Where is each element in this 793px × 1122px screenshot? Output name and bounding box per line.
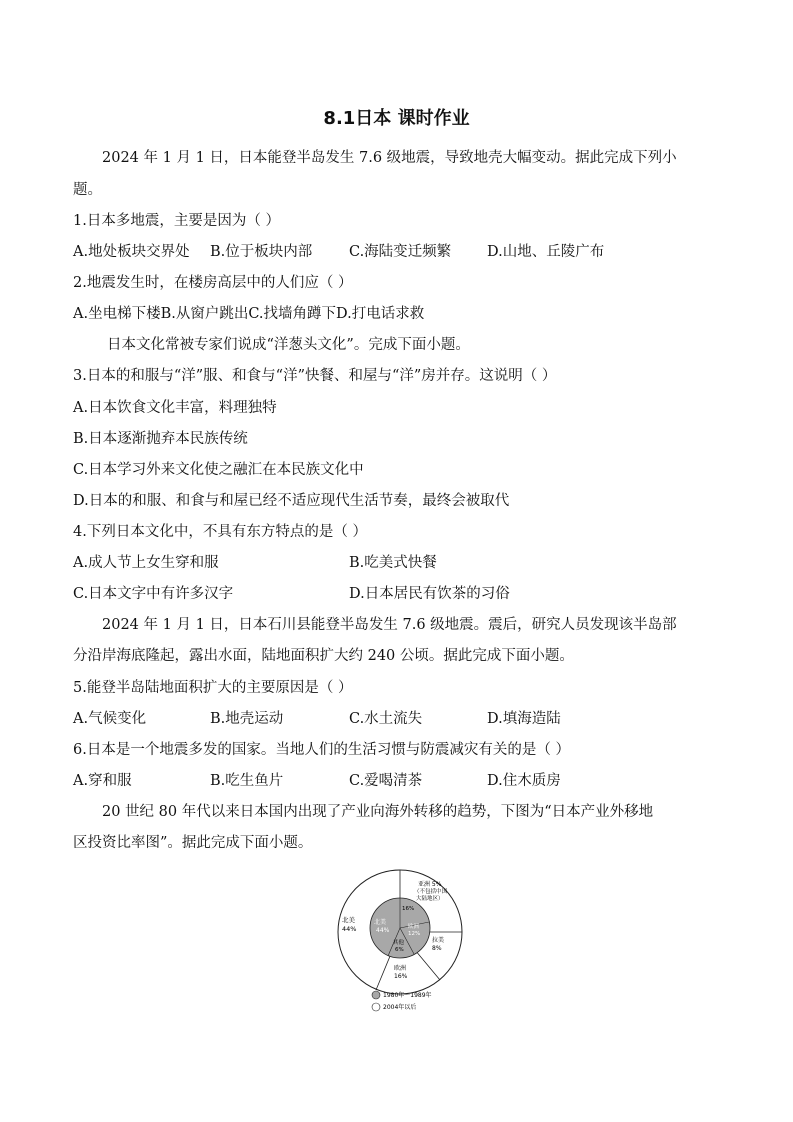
label-latin: 拉美: [432, 937, 445, 944]
inner-label-eu: 欧洲: [408, 924, 420, 930]
label-europe: 欧洲: [394, 965, 407, 972]
question-3-stem: 3.日本的和服与“洋”服、和食与“洋”快餐、和屋与“洋”房并存。这说明（ ）: [73, 368, 557, 384]
intro-3-line-2: 分沿岸海底隆起，露出水面，陆地面积扩大约 240 公顷。据此完成下面小题。: [73, 648, 574, 664]
inner-label-na-pct: 44%: [376, 927, 390, 934]
label-asia-note-1: （不包括中国: [414, 889, 448, 895]
inner-label-asia-pct: 16%: [402, 906, 415, 912]
q5-option-b[interactable]: B.地壳运动: [210, 711, 284, 727]
q4-option-d[interactable]: D.日本居民有饮茶的习俗: [349, 586, 510, 602]
label-asia: 亚洲 5%: [418, 881, 442, 888]
question-5-stem: 5.能登半岛陆地面积扩大的主要原因是（ ）: [73, 680, 353, 696]
q3-option-c[interactable]: C.日本学习外来文化使之融汇在本民族文化中: [73, 462, 364, 478]
q4-option-a[interactable]: A.成人节上女生穿和服: [73, 555, 219, 571]
legend-label-1980s: 1980年～1989年: [383, 992, 432, 999]
inner-label-other-pct: 6%: [395, 947, 404, 953]
intro-4-line-1: 20 世纪 80 年代以来日本国内出现了产业向海外转移的趋势，下图为“日本产业外移地: [102, 804, 654, 820]
page-title: 8.1日本 课时作业: [323, 108, 470, 129]
intro-1-line-2: 题。: [73, 182, 102, 198]
q5-option-a[interactable]: A.气候变化: [73, 711, 147, 727]
label-europe-pct: 16%: [394, 973, 408, 980]
label-latin-pct: 8%: [432, 945, 442, 952]
question-1-stem: 1.日本多地震，主要是因为（ ）: [73, 213, 280, 229]
q1-option-b[interactable]: B.位于板块内部: [210, 244, 313, 260]
intro-2: 日本文化常被专家们说成“洋葱头文化”。完成下面小题。: [107, 337, 470, 353]
q1-option-a[interactable]: A.地处板块交界处: [73, 244, 190, 260]
label-asia-note-2: 大陆地区）: [416, 896, 444, 902]
q2-options[interactable]: A.坐电梯下楼B.从窗户跳出C.找墙角蹲下D.打电话求救: [73, 306, 425, 322]
q4-option-c[interactable]: C.日本文字中有许多汉字: [73, 586, 234, 602]
q4-option-b[interactable]: B.吃美式快餐: [349, 555, 437, 571]
q5-option-c[interactable]: C.水土流失: [349, 711, 423, 727]
q5-option-d[interactable]: D.填海造陆: [487, 711, 561, 727]
q3-option-a[interactable]: A.日本饮食文化丰富，料理独特: [73, 400, 277, 416]
legend-label-2004: 2004年以后: [383, 1004, 417, 1011]
inner-label-other: 其他: [393, 940, 405, 946]
q6-option-d[interactable]: D.住木质房: [487, 773, 561, 789]
q6-option-c[interactable]: C.爱喝清茶: [349, 773, 423, 789]
q1-option-c[interactable]: C.海陆变迁频繁: [349, 244, 452, 260]
intro-1-line-1: 2024 年 1 月 1 日，日本能登半岛发生 7.6 级地震，导致地壳大幅变动。据此完成下列小: [102, 150, 677, 166]
intro-4-line-2: 区投资比率图”。据此完成下面小题。: [73, 835, 313, 851]
q6-option-a[interactable]: A.穿和服: [73, 773, 132, 789]
q6-option-b[interactable]: B.吃生鱼片: [210, 773, 284, 789]
question-2-stem: 2.地震发生时，在楼房高层中的人们应（ ）: [73, 275, 353, 291]
investment-ratio-figure: [330, 862, 470, 1022]
question-6-stem: 6.日本是一个地震多发的国家。当地人们的生活习惯与防震减灾有关的是（ ）: [73, 742, 570, 758]
legend-swatch-1980s: [372, 991, 380, 999]
inner-label-na: 北美: [374, 919, 387, 926]
legend-swatch-2004: [372, 1003, 380, 1011]
intro-3-line-1: 2024 年 1 月 1 日，日本石川县能登半岛发生 7.6 级地震。震后，研究人员发现该半岛部: [102, 617, 677, 633]
q1-option-d[interactable]: D.山地、丘陵广布: [487, 244, 605, 260]
q3-option-d[interactable]: D.日本的和服、和食与和屋已经不适应现代生活节奏，最终会被取代: [73, 493, 510, 509]
label-north-america-pct: 44%: [342, 925, 357, 933]
investment-ratio-chart: [330, 862, 470, 1022]
label-north-america: 北美: [342, 916, 355, 924]
inner-label-eu-pct: 12%: [408, 931, 421, 937]
question-4-stem: 4.下列日本文化中，不具有东方特点的是（ ）: [73, 524, 367, 540]
q3-option-b[interactable]: B.日本逐渐抛弃本民族传统: [73, 431, 248, 447]
